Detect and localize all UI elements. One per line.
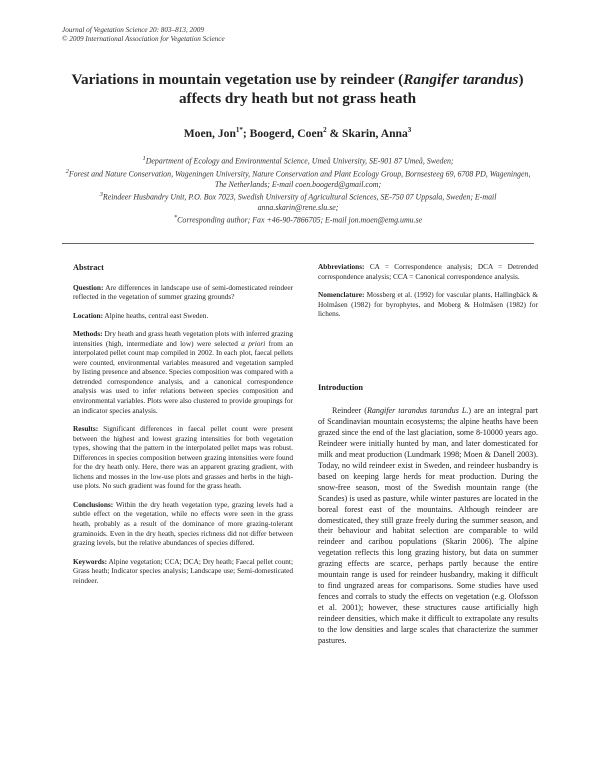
author-1-sup: 1* [235, 126, 243, 134]
intro-text-a: Reindeer ( [332, 406, 367, 415]
methods-text-a: Dry heath and grass heath vegetation plots with inferred grazing intensities (high, intermediate and low) were selected [73, 329, 293, 348]
front-matter-column [318, 262, 538, 328]
paper-title [60, 70, 535, 108]
affiliation-3 [62, 190, 534, 213]
results-text: Significant differences in faecal pellet count were present between the highest and lowest grazing intensities for both vegetation types, showing that the pattern in the interpolated pellet maps was robust. Differences in species composition between grazing intensities were found for the dry heath only. Here, there was an apparent grazing gradient, with lichens and mosses in the low-use plots and grasses and herbs in the high-use plots. No such gradient was found for the grass heath. [73, 424, 293, 491]
header-divider [62, 243, 534, 244]
abbreviations-label: Abbreviations: [318, 262, 365, 271]
question-text: Are differences in landscape use of semi-domesticated reindeer reflected in the vegetation of summer grazing grounds? [73, 282, 293, 302]
author-3-sup: 3 [407, 126, 412, 134]
affiliation-3-sup: 3 [99, 191, 103, 199]
affiliation-2 [62, 167, 534, 190]
introduction-section [318, 383, 538, 647]
conclusions-text: Within the dry heath vegetation type, grazing levels had a subtle effect on the vegetation, while no effects were seen in the grass heath, probably as a result of the dominance of more grazing-tolerant graminoids. Even in the dry heath, species richness did not differ between grazing levels, but the relative abundances of species differed. [73, 499, 293, 548]
journal-line-2: © 2009 International Association for Vegetation Science [62, 35, 225, 43]
title-part-2: ) affects dry heath but not grass heath [178, 71, 524, 107]
abstract-question [73, 283, 293, 302]
affiliation-1-sup: 1 [142, 155, 146, 162]
title-species: Rangifer tarandus [403, 71, 519, 88]
intro-species: Rangifer tarandus tarandus L. [366, 406, 469, 415]
location-text: Alpine heaths, central east Sweden. [103, 310, 209, 320]
affiliation-2-text: Forest and Nature Conservation, Wageningen University, Nature Conservation and Plant Ecology Group, Bornsesteeg 69, 6708 PD, Wageningen, The Netherlands; E-mail coen.boogerd@gmail.com; [68, 169, 531, 189]
abstract-methods [73, 329, 293, 415]
abstract-results [73, 424, 293, 491]
question-label: Question: [73, 282, 104, 292]
author-3: & Skarin, Anna [326, 126, 408, 140]
abstract-keywords [73, 557, 293, 586]
introduction-paragraph [318, 406, 538, 647]
affiliation-3-text: Reindeer Husbandry Unit, P.O. Box 7023, Swedish University of Agricultural Sciences, SE-750 07 Uppsala, Sweden; E-mail anna.skarin@rene.slu.se; [102, 192, 497, 213]
keywords-text: Alpine vegetation; CCA; DCA; Dry heath; Faecal pellet count; Grass heath; Indicator species analysis; Landscape use; Semi-domesticated reindeer. [73, 556, 293, 585]
author-list [60, 126, 535, 140]
nomenclature-text: Mossberg et al. (1992) for vascular plants, Hallingbäck & Holmåsen (1982) for byrophytes, and Moberg & Holmåsen (1982) for lichens. [318, 290, 538, 319]
affiliation-1 [62, 154, 534, 167]
author-2-sup: 2 [323, 126, 327, 134]
title-part-1: Variations in mountain vegetation use by reindeer ( [71, 71, 404, 88]
author-2: ; Boogerd, Coen [242, 126, 324, 140]
nomenclature [318, 290, 538, 319]
abbreviations-text: CA = Correspondence analysis; DCA = Detrended correspondence analysis; CCA = Canonical correspondence analysis. [318, 262, 538, 281]
introduction-heading: Introduction [318, 383, 364, 392]
journal-line-1: Journal of Vegetation Science 20: 803–813, 2009 [62, 26, 204, 34]
affiliation-corresponding-text: Corresponding author; Fax +46-90-7866705; E-mail jon.moen@emg.umu.se [177, 215, 423, 225]
author-1: Moen, Jon [183, 126, 236, 140]
journal-citation [62, 26, 225, 44]
keywords-label: Keywords: [73, 556, 108, 566]
conclusions-label: Conclusions: [73, 499, 114, 509]
nomenclature-label: Nomenclature: [318, 290, 365, 300]
methods-a-priori: a priori [241, 338, 266, 348]
abstract-conclusions [73, 500, 293, 548]
results-label: Results: [73, 424, 99, 434]
affiliation-corresponding-sup: * [173, 214, 178, 222]
affiliations [62, 154, 534, 226]
affiliation-1-text: Department of Ecology and Environmental Science, Umeå University, SE-901 87 Umeå, Sweden; [145, 156, 454, 166]
location-label: Location: [73, 310, 103, 320]
methods-text-b: from an interpolated pellet count map compiled in 2002. In each plot, faecal pellets were counted, environmental variables measured and vegetation sampled by listing presence and absence. Species composition was compared with a detrended correspondence analysis, and a canonical correspondence analysis was used to infer relations between species composition and environmental variables. Plots were also clustered to provide groupings for an indicator species analysis. [73, 338, 293, 415]
abstract-heading: Abstract [73, 263, 104, 272]
abstract-location [73, 311, 293, 321]
abstract-column [73, 263, 293, 594]
abbreviations [318, 262, 538, 281]
intro-text-b: ) are an integral part of Scandinavian mountain ecosystems; the alpine heaths have been grazed since the end of the last glaciation, some 8-10000 years ago. Reindeer were initially hunted by man, and later domesticated for milk and meat production (Lundmark 1998; Moen & Danell 2003). Today, no wild reindeer exist in Sweden, and reindeer husbandry is based on keeping large herds for meat production. During the snow-free season, most of the Swedish mountain range (the Scandes) is used as pasture, while winter pastures are located in the boreal forest east of the mountains. Although reindeer are domesticated, they still graze freely during the summer season, and their behaviour and habitat selection are comparable to wild reindeer and caribou populations (Skarin 2006). The alpine vegetation reflects this long grazing history, but data on summer grazing effects are scarce, perhaps partly because the entire mountain range is used for reindeer husbandry, making it difficult to find ungrazed areas for comparisons. Some studies have used fences and corrals to study the effects on vegetation (e.g. Olofsson et al. 2001); however, these structures cause artificially high reindeer densities, which make it difficult to extrapolate any results to the low densities and large scales that characterize the summer pastures. [318, 406, 538, 646]
affiliation-2-sup: 2 [65, 167, 69, 175]
methods-label: Methods: [73, 329, 103, 339]
affiliation-corresponding [62, 213, 534, 226]
